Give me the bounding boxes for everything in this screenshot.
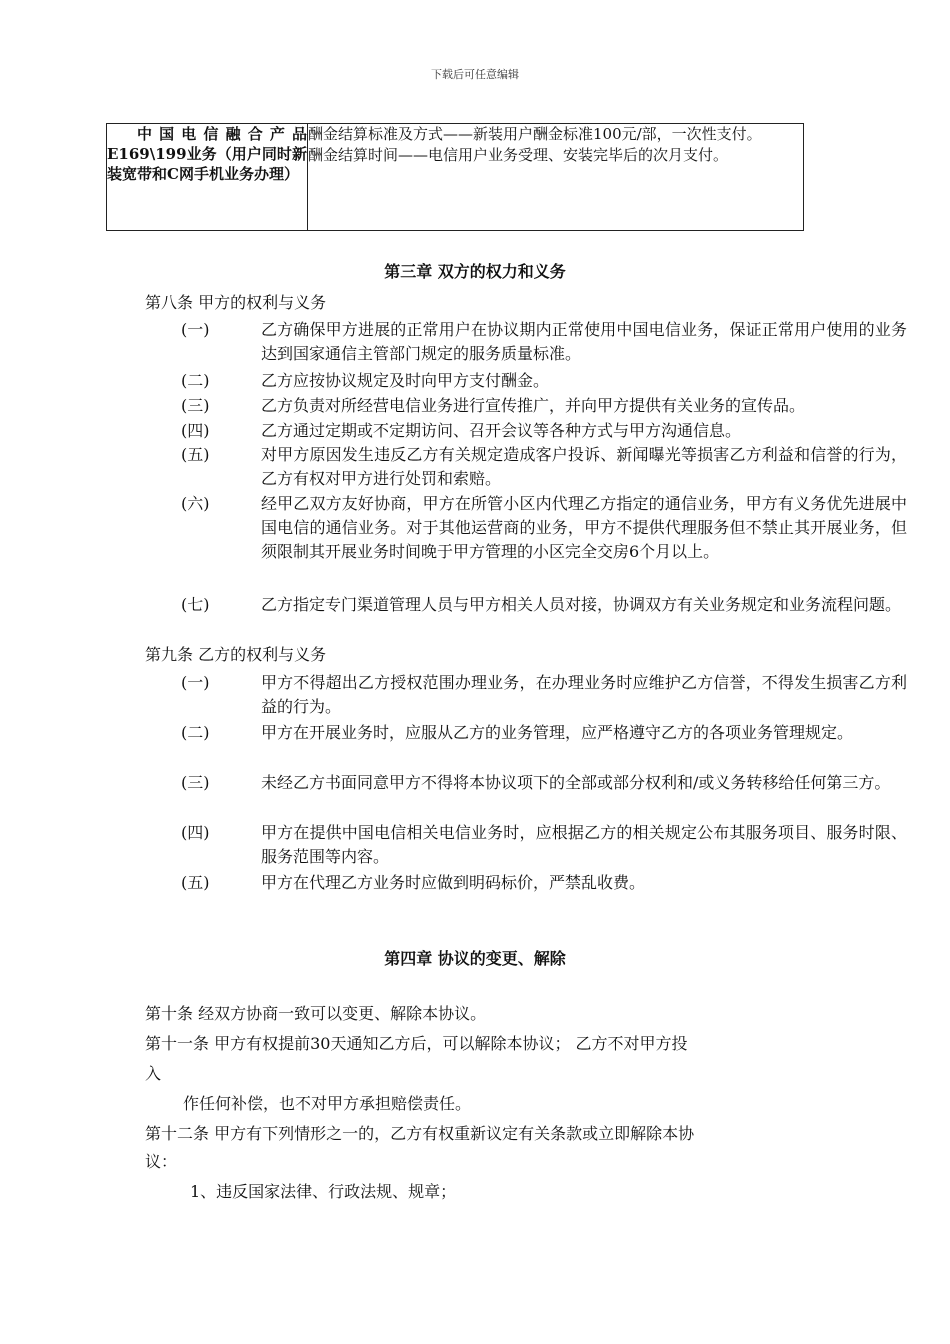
clause-number: (七) bbox=[181, 595, 210, 614]
clause-number: (五) bbox=[181, 873, 210, 892]
chapter-3-title: 第三章 双方的权力和义务 bbox=[384, 262, 566, 281]
article-9-title: 第九条 乙方的权利与义务 bbox=[145, 645, 327, 664]
clause-text: 乙方应按协议规定及时向甲方支付酬金。 bbox=[261, 371, 550, 390]
article-11-line-3: 作任何补偿，也不对甲方承担赔偿责任。 bbox=[183, 1094, 472, 1113]
clause-text: 甲方在代理乙方业务时应做到明码标价，严禁乱收费。 bbox=[261, 873, 646, 892]
article-8-title: 第八条 甲方的权利与义务 bbox=[145, 293, 327, 312]
clause-number: (六) bbox=[181, 494, 210, 513]
clause-text: 甲方在开展业务时，应服从乙方的业务管理，应严格遵守乙方的各项业务管理规定。 bbox=[261, 723, 854, 742]
page-header: 下载后可任意编辑 bbox=[431, 68, 519, 81]
product-cell: 中国电信融合产品E169\199业务（用户同时新装宽带和C网手机业务办理） bbox=[107, 124, 308, 231]
clause-number: (三) bbox=[181, 396, 210, 415]
article-10: 第十条 经双方协商一致可以变更、解除本协议。 bbox=[145, 1004, 487, 1023]
clause-number: (三) bbox=[181, 773, 210, 792]
article-12-line-1: 第十二条 甲方有下列情形之一的，乙方有权重新议定有关条款或立即解除本协 bbox=[145, 1124, 695, 1143]
clause-text: 甲方在提供中国电信相关电信业务时，应根据乙方的相关规定公布其服务项目、服务时限、服务范围等内容。 bbox=[261, 823, 907, 866]
clause-text: 乙方确保甲方进展的正常用户在协议期内正常使用中国电信业务，保证正常用户使用的业务达到国家通信主管部门规定的服务质量标准。 bbox=[261, 320, 907, 363]
clause-number: (四) bbox=[181, 823, 210, 842]
clause-text: 乙方通过定期或不定期访问、召开会议等各种方式与甲方沟通信息。 bbox=[261, 421, 742, 440]
fee-time-line: 酬金结算时间——电信用户业务受理、安装完毕后的次月支付。 bbox=[308, 146, 729, 164]
clause-text: 对甲方原因发生违反乙方有关规定造成客户投诉、新闻曝光等损害乙方利益和信誉的行为，乙方有权对甲方进行处罚和索赔。 bbox=[261, 445, 907, 488]
clause-number: (一) bbox=[181, 320, 210, 339]
article-11-line-2: 入 bbox=[145, 1064, 162, 1083]
clause-text: 经甲乙双方友好协商，甲方在所管小区内代理乙方指定的通信业务，甲方有义务优先进展中国电信的通信业务。对于其他运营商的业务，甲方不提供代理服务但不禁止其开展业务，但须限制其开展业务时间晚于甲方管理的小区完全交房6个月以上。 bbox=[261, 494, 907, 561]
fee-table bbox=[106, 123, 804, 231]
clause-text: 乙方负责对所经营电信业务进行宣传推广，并向甲方提供有关业务的宣传品。 bbox=[261, 396, 806, 415]
clause-number: (四) bbox=[181, 421, 210, 440]
clause-number: (五) bbox=[181, 445, 210, 464]
article-12-line-2: 议： bbox=[145, 1152, 178, 1171]
chapter-4-title: 第四章 协议的变更、解除 bbox=[384, 949, 566, 968]
clause-number: (二) bbox=[181, 723, 210, 742]
clause-number: (一) bbox=[181, 673, 210, 692]
fee-standard-line: 酬金结算标准及方式——新装用户酬金标准100元/部，一次性支付。 bbox=[308, 125, 762, 143]
fee-description-cell bbox=[308, 124, 804, 231]
clause-text: 未经乙方书面同意甲方不得将本协议项下的全部或部分权利和/或义务转移给任何第三方。 bbox=[261, 773, 891, 792]
article-12-item-1: 1、违反国家法律、行政法规、规章； bbox=[190, 1182, 457, 1201]
clause-text: 甲方不得超出乙方授权范围办理业务，在办理业务时应维护乙方信誉，不得发生损害乙方利益的行为。 bbox=[261, 673, 907, 716]
article-11-line-1: 第十一条 甲方有权提前30天通知乙方后，可以解除本协议； 乙方不对甲方投 bbox=[145, 1034, 688, 1053]
clause-text: 乙方指定专门渠道管理人员与甲方相关人员对接，协调双方有关业务规定和业务流程问题。 bbox=[261, 595, 902, 614]
clause-number: (二) bbox=[181, 371, 210, 390]
